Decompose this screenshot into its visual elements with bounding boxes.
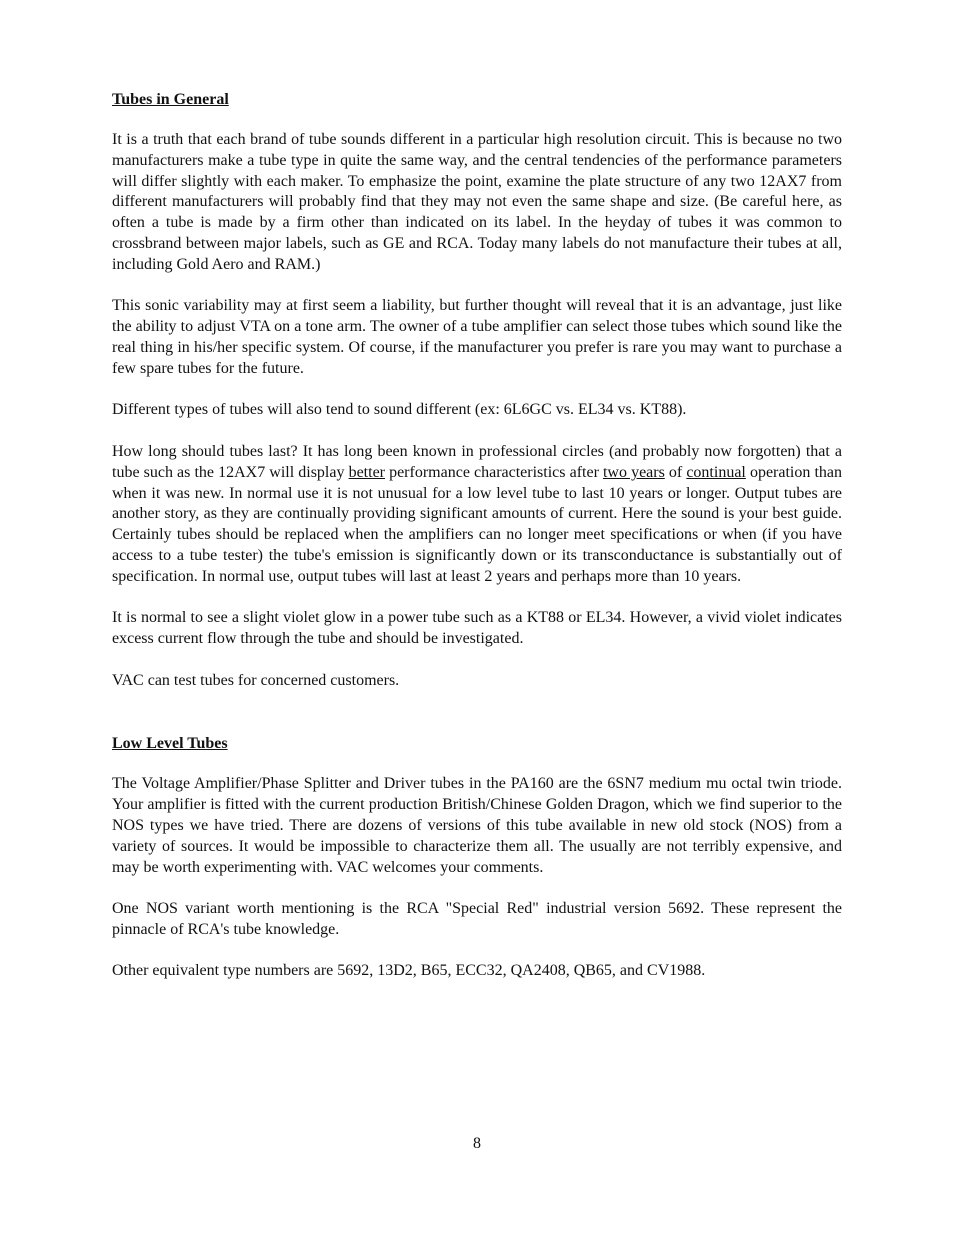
text-segment: How long should tubes last? It has long been known in professional circles (and probably now forgotten) that a tube such as the 12AX7 will display <box>112 442 842 481</box>
underlined-two-years: two years <box>602 463 665 481</box>
section-spacer <box>112 712 842 732</box>
text-segment: operation than when it was new. In normal use it is not unusual for a low level tube to last 10 years or longer. Output tubes are another story, as they are continually providing significant amounts of current. Here the sound is your best guide. Certainly tubes should be replaced when the amplifiers can no longer meet specifications or when (if you have access to a tube tester) the tube's emission is significantly down or its transconductance is substantially out of specification. In normal use, output tubes will last at least 2 years and perhaps more than 10 years. <box>112 463 843 585</box>
paragraph-brand-differences: It is a truth that each brand of tube sounds different in a particular high resolution circuit. This is because no two manufacturers make a tube type in quite the same way, and the central tendencies of the performance parameters will differ slightly with each maker. To emphasize the point, examine the plate structure of any two 12AX7 from different manufacturers will probably find that they may not even the same shape and size. (Be careful here, as often a tube is made by a firm other than indicated on its label. In the heyday of tubes it was common to crossbrand between major labels, such as GE and RCA. Today many labels do not manufacture their tubes at all, including Gold Aero and RAM.) <box>112 131 842 273</box>
paragraph-tube-lifespan <box>112 442 842 588</box>
paragraph-vac-test: VAC can test tubes for concerned customers. <box>112 671 400 689</box>
paragraph-6sn7: The Voltage Amplifier/Phase Splitter and Driver tubes in the PA160 are the 6SN7 medium mu octal twin triode. Your amplifier is fitted with the current production British/Chinese Golden Dragon, which we find superior to the NOS types we have tried. There are dozens of versions of this tube available in new old stock (NOS) from a variety of sources. It would be impossible to characterize them all. The usually are not terribly expensive, and may be worth experimenting with. VAC welcomes your comments. <box>112 775 842 876</box>
paragraph-special-red: One NOS variant worth mentioning is the RCA "Special Red" industrial version 5692. These represent the pinnacle of RCA's tube knowledge. <box>112 900 842 938</box>
underlined-better: better <box>348 463 385 481</box>
underlined-continual: continual <box>686 463 746 481</box>
text-segment: of <box>664 463 687 481</box>
paragraph-tube-types: Different types of tubes will also tend to sound different (ex: 6L6GC vs. EL34 vs. KT88). <box>112 401 687 419</box>
paragraph-sonic-variability: This sonic variability may at first seem a liability, but further thought will reveal that it is an advantage, just like the ability to adjust VTA on a tone arm. The owner of a tube amplifier can select those tubes which sound like the real thing in his/her specific system. Of course, if the manufacturer you prefer is rare you may want to purchase a few spare tubes for the future. <box>112 297 842 377</box>
paragraph-violet-glow: It is normal to see a slight violet glow in a power tube such as a KT88 or EL34. However, a vivid violet indicates excess current flow through the tube and should be investigated. <box>112 609 842 648</box>
document-page <box>112 88 842 1003</box>
section-heading-low-level-tubes: Low Level Tubes <box>112 735 228 753</box>
page-number: 8 <box>473 1135 481 1152</box>
section-heading-tubes-in-general: Tubes in General <box>112 91 229 108</box>
paragraph-equivalents: Other equivalent type numbers are 5692, 13D2, B65, ECC32, QA2408, QB65, and CV1988. <box>112 962 706 980</box>
text-segment: performance characteristics after <box>385 463 603 481</box>
